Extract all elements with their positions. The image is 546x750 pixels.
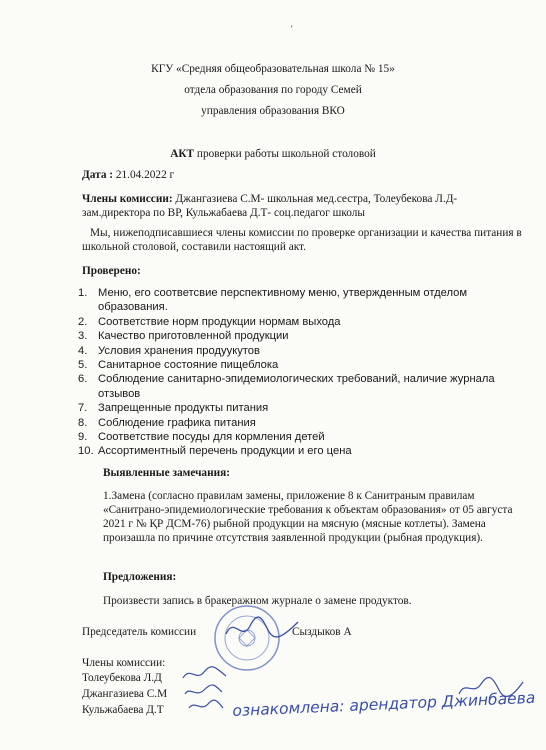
chairman-signature-icon — [222, 612, 302, 644]
remarks-text: 1.Замена (согласно правилам замены, приложение 8 к Санитраным правилам «Санитрано-эпидемиологические требования к объектам образования» от 05 августа 2021 г № ҚР ДСМ-76) рыбной продукции на мясную (мясные котлеты). Замена произашла по причине отсутствия заявленной продукции (рыбная продукция). — [103, 490, 513, 544]
school-name: КГУ «Средняя общеобразовательная школа № 15» — [151, 63, 395, 75]
commission-label: Члены комиссии: — [82, 193, 173, 205]
list-item-number: 1. — [78, 287, 88, 299]
list-item-number: 3. — [78, 330, 88, 343]
list-item-text: Качество приготовленной продукции — [98, 330, 289, 343]
act-title — [0, 147, 546, 161]
checked-list-item — [78, 286, 518, 315]
checked-list-item — [78, 344, 518, 358]
list-item-text: Ассортиментный перечень продукции и его цена — [98, 445, 352, 458]
commission-text: Джангазиева С.М- школьная мед.сестра, Толеубекова Л.Д- зам.директора по ВР, Кульжабаева Д.Т- соц.педагог школы — [82, 193, 458, 219]
checked-list-item — [78, 416, 518, 430]
list-item-number: 8. — [78, 416, 88, 429]
member-signature-3-icon — [186, 698, 226, 714]
list-item-text: Соблюдение санитарно-эпидемиологических требований, наличие журнала отзывов — [98, 373, 495, 400]
list-item-number: 5. — [78, 359, 88, 372]
list-item-text: Соблюдение графика питания — [98, 416, 256, 429]
member-name-1: Толеубекова Л.Д — [82, 672, 162, 684]
intro-paragraph: Мы, нижеподписавшиеся члены комиссии по проверке организации и качества питания в школьной столовой, составили настоящий акт. — [82, 227, 522, 253]
list-item-text: Соответствие посуды для кормления детей — [98, 431, 325, 444]
proposals-heading: Предложения: — [103, 571, 177, 583]
list-item-number: 4. — [78, 344, 88, 357]
date-value: 21.04.2022 г — [113, 169, 175, 181]
act-title-text: проверки работы школьной столовой — [194, 148, 376, 160]
administration-name: управления образования ВКО — [201, 105, 345, 117]
date-label: Дата : — [82, 169, 114, 181]
list-item-text: Санитарное состояние пищеблока — [98, 359, 279, 372]
chairman-name: Сыздыков А — [292, 626, 352, 638]
checked-heading: Проверено: — [82, 265, 141, 277]
checked-list-item — [78, 358, 518, 372]
commission-members — [82, 192, 522, 220]
list-item-number: 10. — [78, 445, 94, 458]
checked-list — [78, 286, 518, 459]
list-item-text: Условия хранения продуукутов — [98, 344, 260, 357]
chairman-label: Председатель комиссии — [82, 626, 197, 638]
proposals-text: Произвести запись в бракеражном журнале о замене продуктов. — [103, 595, 412, 607]
scan-mark: ' — [291, 24, 293, 34]
list-item-text: Соответствие норм продукции нормам выхода — [98, 315, 341, 328]
members-label: Члены комиссии: — [82, 657, 166, 669]
member-name-3: Кульжабаева Д.Т — [82, 704, 164, 716]
checked-list-item — [78, 444, 518, 458]
list-item-text: Запрещенные продукты питания — [98, 402, 269, 415]
list-item-number: 6. — [78, 373, 88, 386]
department-name: отдела образования по городу Семей — [184, 84, 362, 96]
list-item-text: Меню, его соответсвие перспективному меню, утвержденным отделом образования. — [98, 287, 468, 314]
checked-list-item — [78, 315, 518, 329]
act-title-bold: АКТ — [170, 148, 195, 160]
list-item-number: 9. — [78, 431, 88, 444]
member-signature-1-icon — [180, 664, 230, 684]
handwritten-acknowledgement: ознакомлена: арендатор Джинбаева — [232, 688, 536, 720]
remarks-heading: Выявленные замечания: — [103, 467, 230, 479]
act-date — [82, 168, 174, 182]
list-item-number: 2. — [78, 315, 88, 328]
checked-list-item — [78, 372, 518, 401]
member-name-2: Джангазиева С.М — [82, 688, 168, 700]
checked-list-item — [78, 329, 518, 343]
checked-list-item — [78, 401, 518, 415]
list-item-number: 7. — [78, 402, 88, 415]
checked-list-item — [78, 430, 518, 444]
